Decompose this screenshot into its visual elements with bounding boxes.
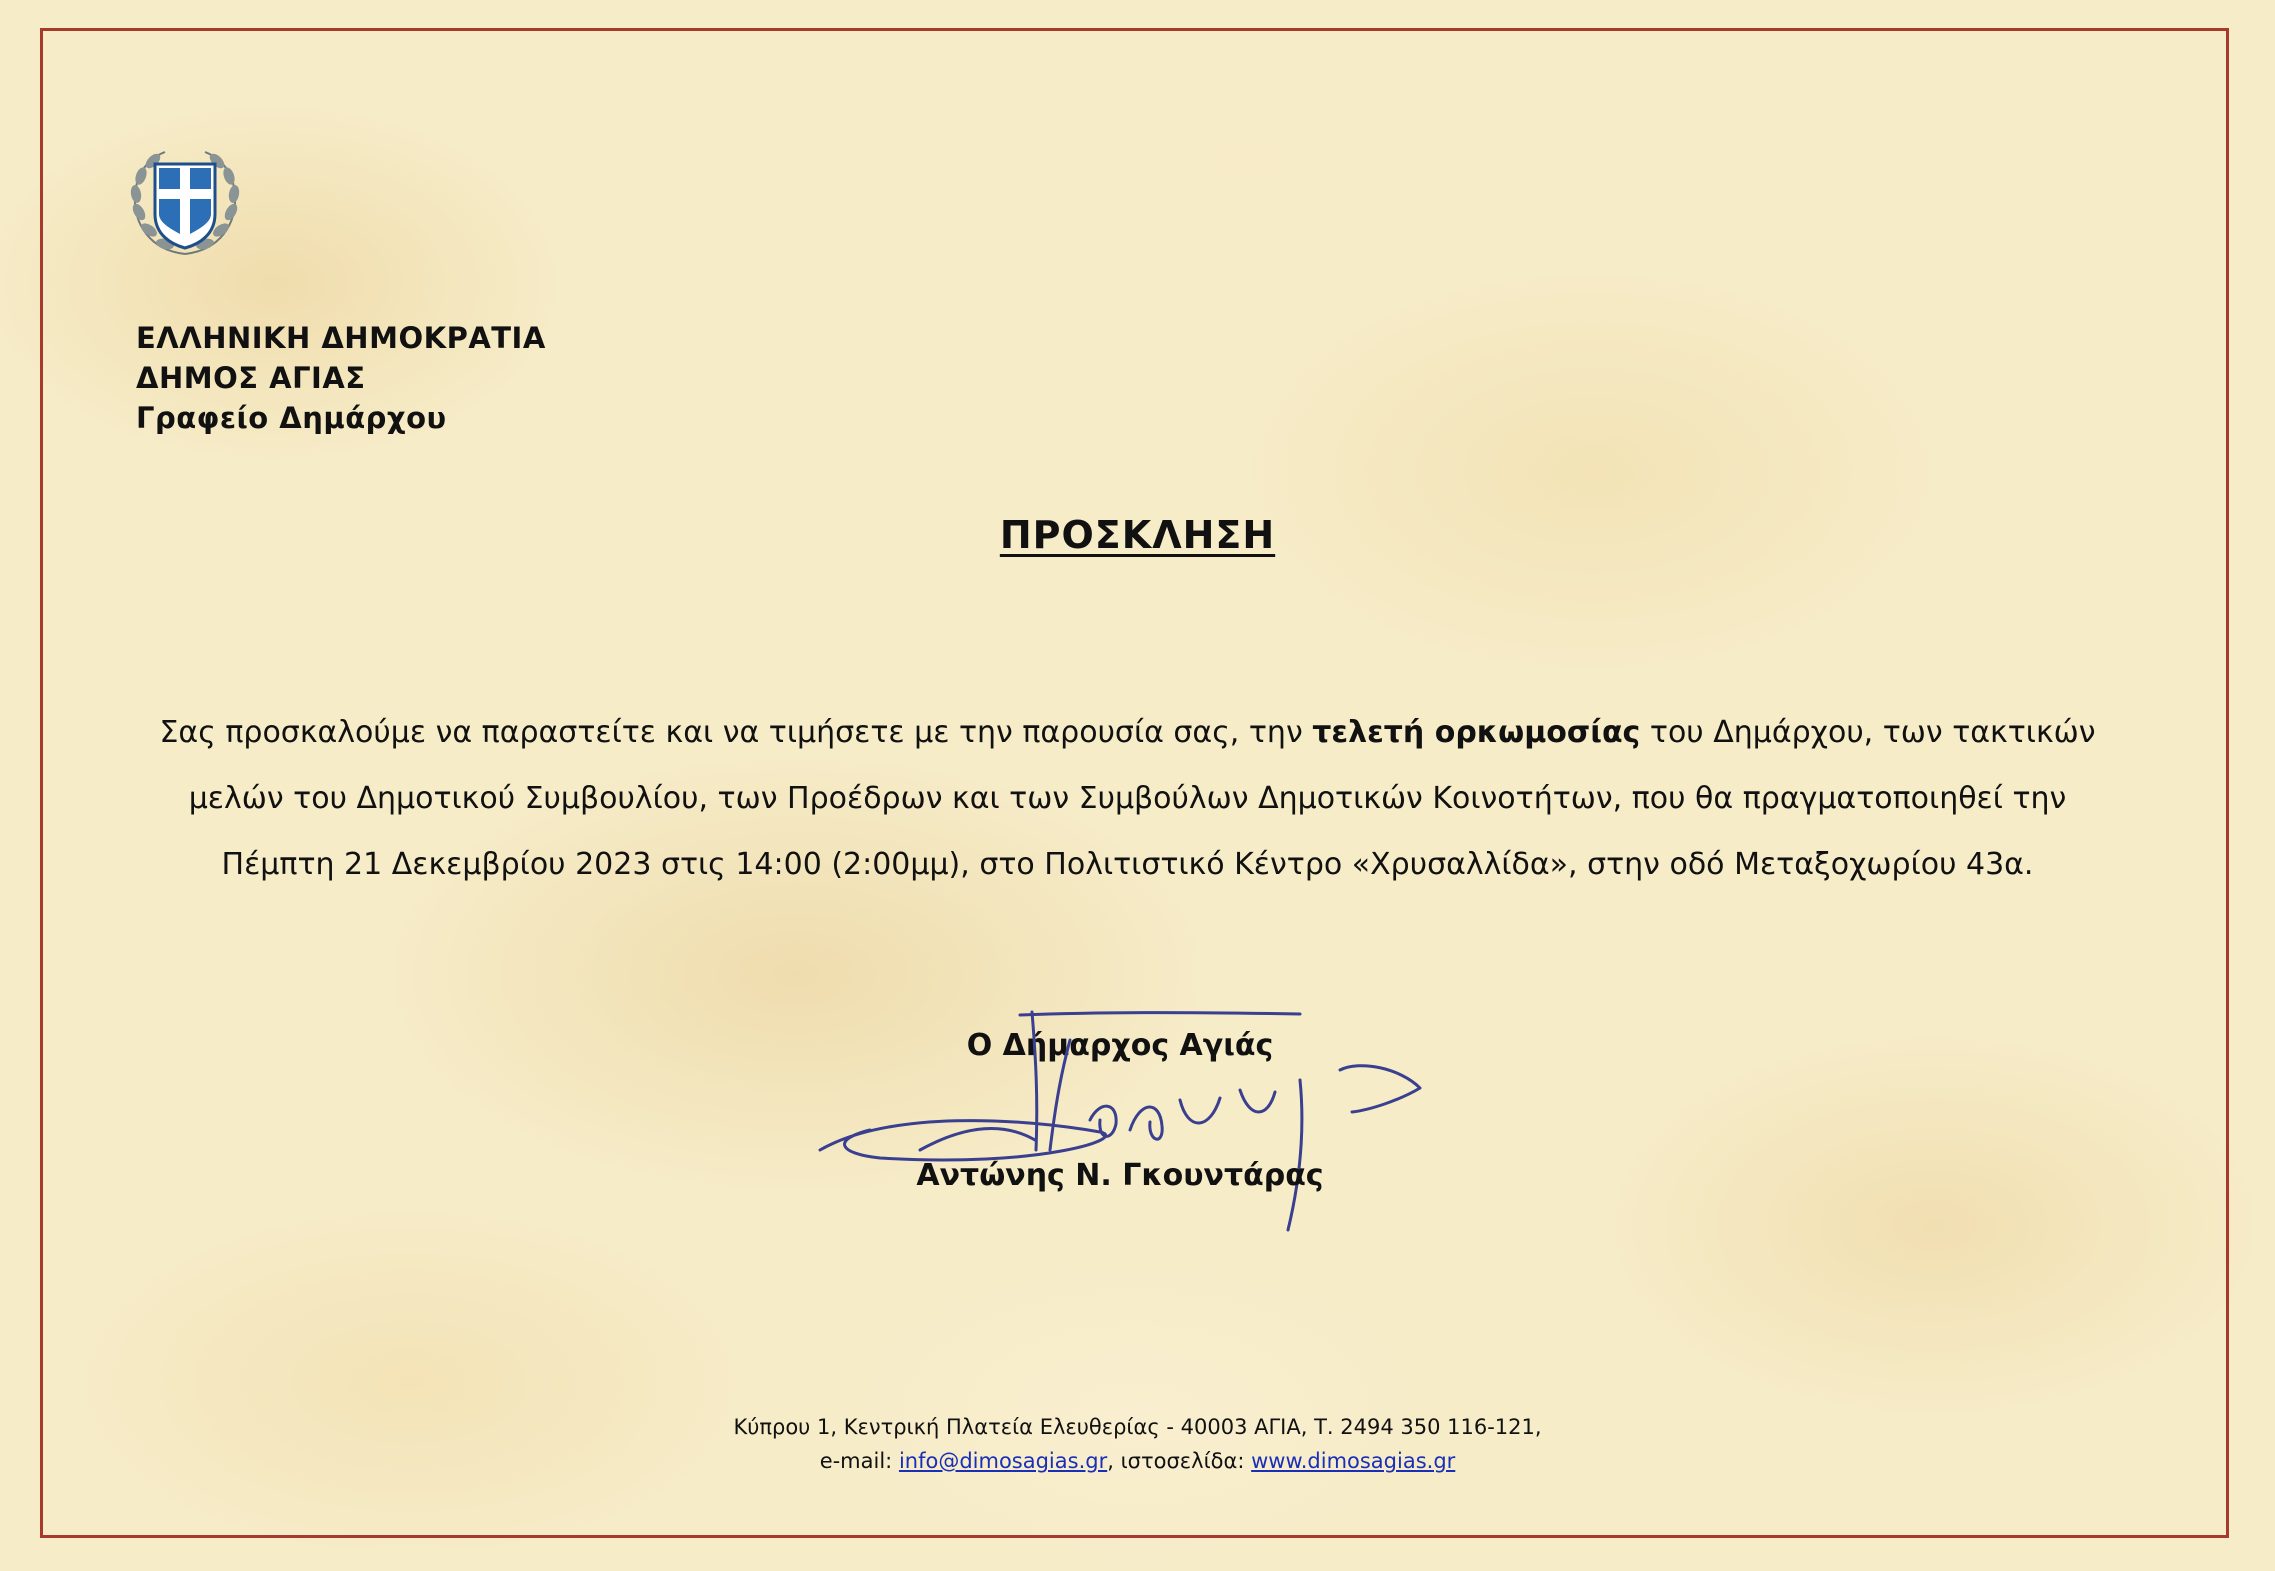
- invitation-body: [140, 700, 2115, 898]
- handwritten-signature-icon: [800, 1000, 1460, 1240]
- body-part-1: Σας προσκαλούμε να παραστείτε και να τιμήσετε με την παρουσία σας, την: [159, 715, 1313, 750]
- footer-contact-line: [0, 1444, 2275, 1478]
- website-link[interactable]: www.dimosagias.gr: [1251, 1449, 1456, 1473]
- contact-footer: [0, 1410, 2275, 1478]
- email-link[interactable]: info@dimosagias.gr: [898, 1449, 1108, 1473]
- signatory-role: Ο Δήμαρχος Αγιάς: [966, 1028, 1274, 1063]
- signatory-name: Αντώνης Ν. Γκουντάρας: [916, 1158, 1324, 1193]
- body-bold-phrase: τελετή ορκωμοσίας: [1312, 715, 1641, 750]
- issuer-header: [136, 318, 546, 438]
- header-municipality: ΔΗΜΟΣ ΑΓΙΑΣ: [136, 361, 366, 395]
- footer-address: Κύπρου 1, Κεντρική Πλατεία Ελευθερίας - 40003 ΑΓΙΑ, Τ. 2494 350 116-121,: [733, 1415, 1542, 1439]
- document-title: [0, 513, 2275, 557]
- body-part-2: του Δημάρχου, των τακτικών μελών του Δημοτικού Συμβουλίου, των Προέδρων και των Συμβούλων Δημοτικών Κοινοτήτων, που θα πραγματοποιηθεί την Πέμπτη 21 Δεκεμβρίου 2023 στις 14:00 (2:00μμ), στο Πολιτιστικό Κέντρο «Χρυσαλλίδα», στην οδό Μεταξοχωρίου 43α.: [188, 715, 2096, 882]
- header-country: ΕΛΛΗΝΙΚΗ ΔΗΜΟΚΡΑΤΙΑ: [136, 321, 546, 355]
- footer-website-label: , ιστοσελίδα:: [1107, 1449, 1252, 1473]
- header-office: Γραφείο Δημάρχου: [136, 401, 447, 435]
- footer-email-label: e-mail:: [819, 1449, 899, 1473]
- greek-coat-of-arms-icon: [125, 142, 245, 262]
- document-title-text: ΠΡΟΣΚΛΗΣΗ: [999, 513, 1276, 557]
